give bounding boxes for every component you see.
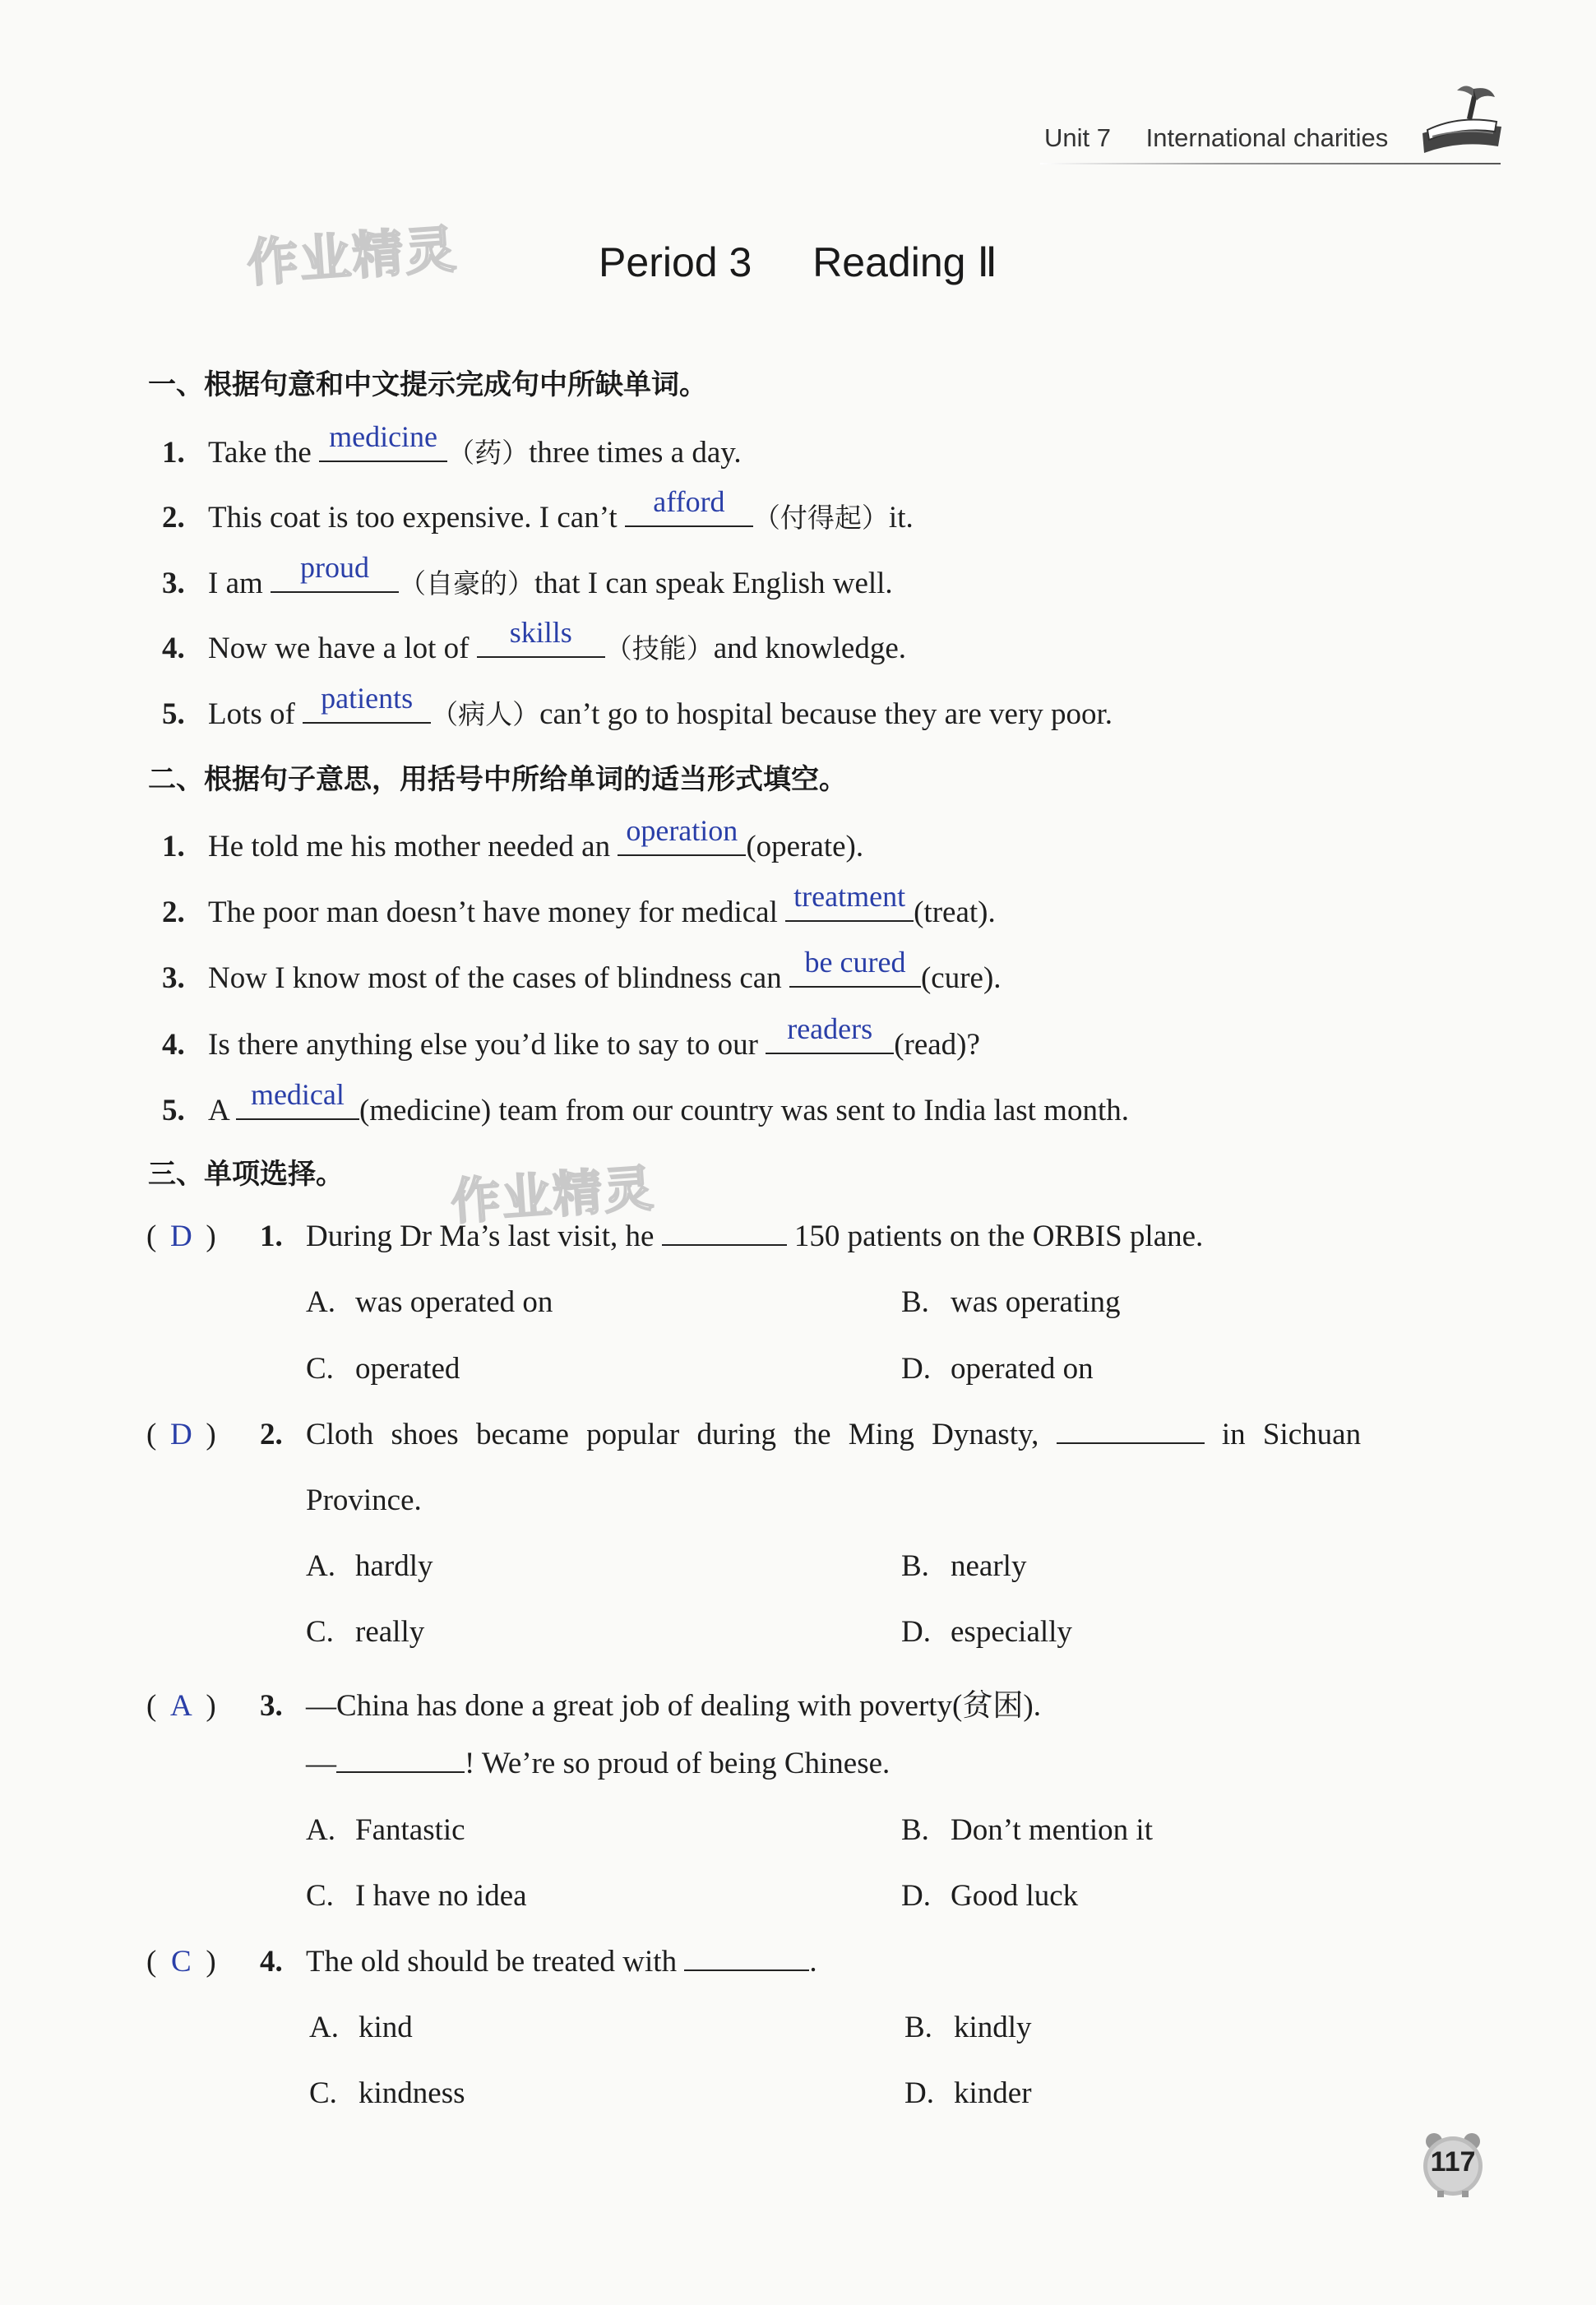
answer-blank[interactable] <box>319 420 447 462</box>
running-header <box>1044 123 1388 153</box>
answer-text: skills <box>509 616 572 649</box>
question-blank <box>1057 1418 1205 1444</box>
answer-text: patients <box>321 682 414 715</box>
answer-text: afford <box>653 485 725 518</box>
option-d[interactable]: D. operated on <box>901 1352 1094 1386</box>
option-c[interactable]: C. I have no idea <box>306 1879 527 1913</box>
question-continuation: Province. <box>306 1483 422 1517</box>
option-c[interactable]: C. kindness <box>309 2076 465 2110</box>
answer-text: operation <box>626 814 738 847</box>
page-number: 117 <box>1430 2146 1476 2178</box>
answer-bracket: ( D ) <box>146 1220 216 1253</box>
mcq-question-4: ( C ) 4. The old should be treated with . <box>146 1945 817 1979</box>
answer-text: readers <box>787 1012 873 1045</box>
option-a[interactable]: A. was operated on <box>306 1285 553 1319</box>
answer-letter[interactable]: A <box>169 1689 192 1723</box>
option-d[interactable]: D. Good luck <box>901 1879 1079 1913</box>
answer-blank[interactable] <box>625 485 753 527</box>
section-3-heading: 三、单项选择。 <box>148 1158 344 1191</box>
question-blank <box>336 1747 465 1773</box>
watermark: 作业精灵 <box>449 1159 657 1232</box>
mcq-question-1: ( D ) 1. During Dr Ma’s last visit, he 150 patients on the ORBIS plane. <box>146 1220 1204 1253</box>
option-b[interactable]: B. kindly <box>904 2011 1032 2044</box>
answer-bracket: ( D ) <box>146 1418 216 1451</box>
answer-text: be cured <box>804 946 906 979</box>
answer-blank[interactable] <box>766 1012 894 1054</box>
option-b[interactable]: B. nearly <box>901 1549 1027 1583</box>
answer-letter[interactable]: C <box>170 1945 192 1979</box>
s2-item-2: 2. The poor man doesn’t have money for medical treatment (treat). <box>162 880 996 929</box>
question-blank <box>684 1945 809 1971</box>
answer-text: proud <box>300 551 370 584</box>
option-d[interactable]: D. especially <box>901 1615 1072 1649</box>
unit-label: Unit 7 <box>1044 123 1111 152</box>
answer-bracket: ( A ) <box>146 1689 216 1723</box>
option-b[interactable]: B. was operating <box>901 1285 1121 1319</box>
answer-letter[interactable]: D <box>169 1418 192 1451</box>
answer-blank[interactable] <box>477 616 605 658</box>
s1-item-3: 3. I am proud （自豪的）that I can speak English well. <box>162 551 893 600</box>
mcq-question-2: ( D ) 2. Cloth shoes became popular during the Ming Dynasty, in Sichuan <box>146 1418 1362 1451</box>
answer-blank[interactable] <box>236 1078 359 1120</box>
s2-item-5: 5. A medical (medicine) team from our country was sent to India last month. <box>162 1078 1129 1127</box>
s2-item-3: 3. Now I know most of the cases of blindness can be cured (cure). <box>162 946 1002 995</box>
option-a[interactable]: A. kind <box>309 2011 413 2044</box>
option-b[interactable]: B. Don’t mention it <box>901 1813 1153 1847</box>
option-a[interactable]: A. hardly <box>306 1549 433 1583</box>
answer-blank[interactable] <box>789 946 921 988</box>
option-c[interactable]: C. really <box>306 1615 425 1649</box>
answer-text: medicine <box>329 420 438 453</box>
s1-item-5: 5. Lots of patients （病人）can’t go to hospital because they are very poor. <box>162 682 1113 731</box>
period-label: Period 3 <box>599 239 752 285</box>
s2-item-1: 1. He told me his mother needed an operation (operate). <box>162 814 864 863</box>
option-a[interactable]: A. Fantastic <box>306 1813 465 1847</box>
dialogue-reply: — ! We’re so proud of being Chinese. <box>306 1747 891 1780</box>
s2-item-4: 4. Is there anything else you’d like to say to our readers (read)? <box>162 1012 980 1062</box>
s1-item-4: 4. Now we have a lot of skills （技能）and knowledge. <box>162 616 907 665</box>
answer-blank[interactable] <box>271 551 399 593</box>
watermark: 作业精灵 <box>245 219 460 294</box>
page-title <box>0 238 1596 286</box>
question-blank <box>662 1220 787 1246</box>
answer-bracket: ( C ) <box>146 1945 216 1979</box>
section-2-heading: 二、根据句子意思，用括号中所给单词的适当形式填空。 <box>148 763 847 796</box>
answer-text: treatment <box>793 880 906 913</box>
open-book-icon <box>1416 82 1508 164</box>
answer-letter[interactable]: D <box>169 1220 192 1253</box>
option-c[interactable]: C. operated <box>306 1352 460 1386</box>
answer-blank[interactable] <box>618 814 746 856</box>
answer-blank[interactable] <box>303 682 431 724</box>
reading-label: Reading Ⅱ <box>812 239 997 285</box>
s1-item-2: 2. This coat is too expensive. I can’t afford （付得起）it. <box>162 485 914 535</box>
unit-topic: International charities <box>1145 123 1389 152</box>
page-number-badge <box>1418 2128 1488 2199</box>
answer-text: medical <box>250 1078 345 1111</box>
s1-item-1: 1. Take the medicine （药）three times a day. <box>162 420 742 470</box>
section-1-heading: 一、根据句意和中文提示完成句中所缺单词。 <box>148 368 707 401</box>
option-d[interactable]: D. kinder <box>904 2076 1032 2110</box>
mcq-question-3: ( A ) 3. —China has done a great job of dealing with poverty(贫困). <box>146 1689 1041 1723</box>
answer-blank[interactable] <box>785 880 914 922</box>
